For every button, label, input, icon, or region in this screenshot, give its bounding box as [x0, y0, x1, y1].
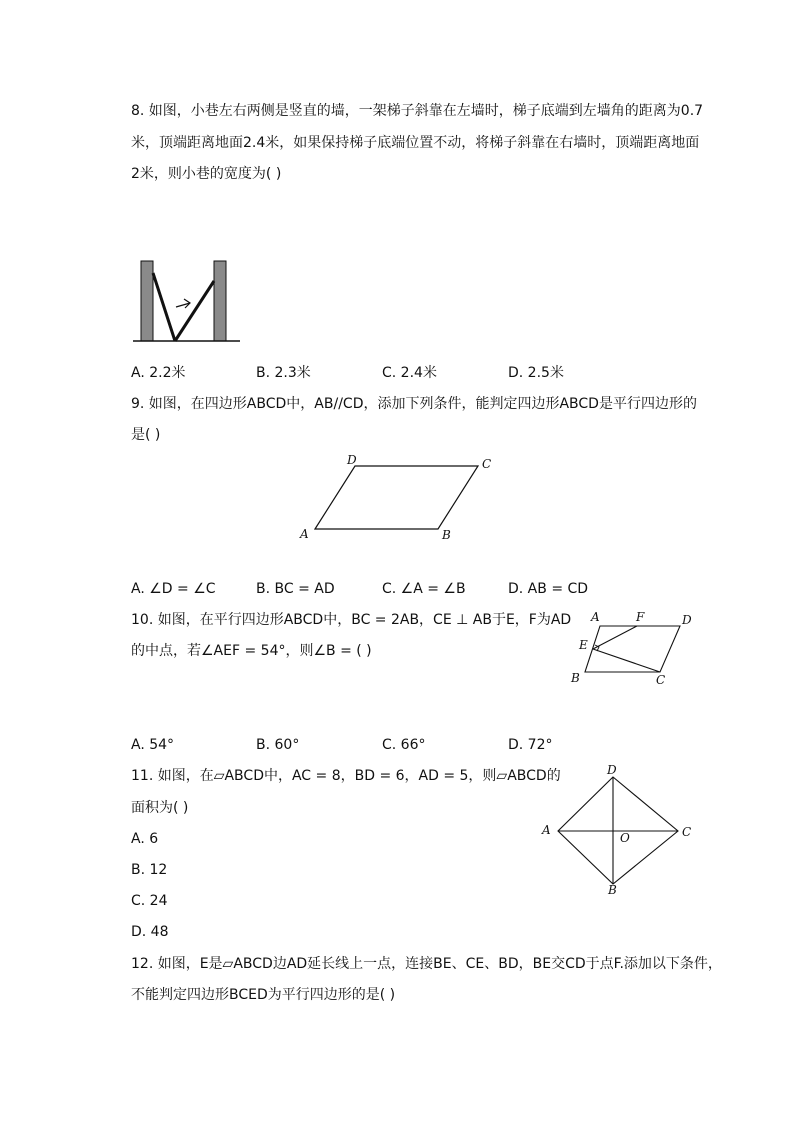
label-f: F [636, 610, 645, 624]
q8-option-c: C. 2.4米 [382, 365, 437, 381]
q8-option-a: A. 2.2米 [131, 365, 186, 381]
q12-line-2: 不能判定四边形BCED为平行四边形的是( ) [131, 987, 396, 1003]
q10-parallelogram-figure [565, 605, 700, 690]
label-b: B [571, 671, 580, 685]
q11-option-c: C. 24 [131, 893, 168, 909]
q11-option-d: D. 48 [131, 924, 169, 940]
arrow-icon [176, 299, 190, 308]
label-c: C [482, 457, 492, 471]
label-a: A [591, 610, 600, 624]
q10-line-1: 10. 如图，在平行四边形ABCD中，BC = 2AB，CE ⊥ AB于E，F为AD [131, 612, 572, 628]
q11-rhombus-figure [535, 762, 700, 897]
q8-option-b: B. 2.3米 [256, 365, 311, 381]
label-d: D [607, 763, 617, 777]
q11-line-2: 面积为( ) [131, 800, 189, 816]
q12-line-1: 12. 如图，E是▱ABCD边AD延长线上一点，连接BE、CE、BD，BE交CD于点F.添加以下条件， [131, 956, 722, 972]
label-e: E [579, 638, 588, 652]
q9-parallelogram-figure [295, 450, 500, 545]
right-wall [214, 261, 226, 341]
label-a: A [542, 823, 551, 837]
q9-option-c: C. ∠A = ∠B [382, 581, 466, 597]
q8-option-d: D. 2.5米 [508, 365, 564, 381]
q8-line-3: 2米，则小巷的宽度为( ) [131, 166, 282, 182]
q11-option-b: B. 12 [131, 862, 168, 878]
q11-line-1: 11. 如图，在▱ABCD中，AC = 8，BD = 6，AD = 5，则▱ABCD的 [131, 768, 561, 784]
q10-option-b: B. 60° [256, 737, 300, 753]
label-d: D [682, 613, 692, 627]
label-a: A [300, 527, 309, 541]
q9-line-1: 9. 如图，在四边形ABCD中，AB//CD，添加下列条件，能判定四边形ABCD是平行四边形的 [131, 396, 697, 412]
label-b: B [608, 883, 617, 897]
q9-option-a: A. ∠D = ∠C [131, 581, 216, 597]
q10-line-2: 的中点，若∠AEF = 54°，则∠B = ( ) [131, 643, 372, 659]
ladder-right [175, 281, 214, 341]
q9-option-b: B. BC = AD [256, 581, 335, 597]
q10-option-d: D. 72° [508, 737, 553, 753]
label-c: C [656, 673, 666, 687]
ladder-left [153, 273, 175, 341]
q10-option-a: A. 54° [131, 737, 175, 753]
q9-option-d: D. AB = CD [508, 581, 589, 597]
q8-alley-figure [130, 255, 245, 350]
q10-option-c: C. 66° [382, 737, 426, 753]
label-b: B [442, 528, 451, 542]
q8-line-2: 米，顶端距离地面2.4米，如果保持梯子底端位置不动，将梯子斜靠在右墙时，顶端距离地面 [131, 135, 700, 151]
label-c: C [682, 825, 692, 839]
label-o: O [620, 831, 630, 845]
label-d: D [347, 453, 357, 467]
q11-option-a: A. 6 [131, 831, 159, 847]
left-wall [141, 261, 153, 341]
q8-line-1: 8. 如图，小巷左右两侧是竖直的墙，一架梯子斜靠在左墙时，梯子底端到左墙角的距离为0.7 [131, 103, 704, 119]
q9-line-2: 是( ) [131, 427, 161, 443]
